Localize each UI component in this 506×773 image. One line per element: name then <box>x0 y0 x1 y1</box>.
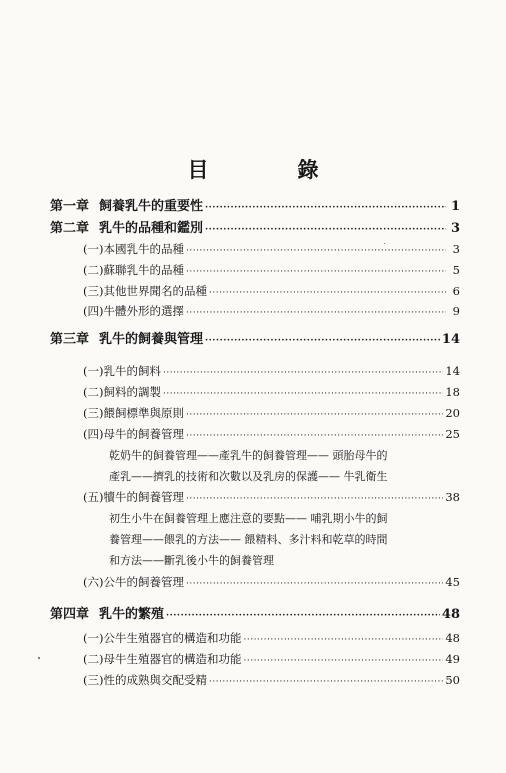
page-number: 48 <box>445 631 460 645</box>
toc-section <box>83 303 460 319</box>
dot-leader <box>186 267 446 277</box>
chapter-number: 第三章 <box>50 332 90 347</box>
toc-section <box>83 283 460 299</box>
dot-leader <box>243 635 443 645</box>
chapter-label <box>50 328 203 347</box>
page-number: 3 <box>452 242 460 256</box>
toc-section <box>83 651 460 667</box>
chapter-label <box>50 603 164 622</box>
section-title: (二)母牛生殖器官的構造和功能 <box>83 652 242 666</box>
page-number: 5 <box>452 263 460 277</box>
dot-leader <box>209 677 443 687</box>
chapter-title: 乳牛的繁殖 <box>99 607 165 622</box>
section-note: 初生小牛在飼養管理上應注意的要點—— 哺乳期小牛的飼 <box>109 512 388 525</box>
page-number: 14 <box>441 332 460 347</box>
dot-leader <box>166 611 440 621</box>
print-speck <box>384 243 385 244</box>
toc-section <box>83 630 460 646</box>
toc-section <box>83 405 460 421</box>
page-number: 45 <box>445 575 460 589</box>
toc-section <box>83 363 460 379</box>
dot-leader <box>209 288 446 298</box>
section-title: (二)飼料的調製 <box>83 385 161 399</box>
chapter-number: 第二章 <box>50 221 90 236</box>
toc-title: 目 錄 <box>187 157 353 182</box>
toc-chapter-4 <box>50 603 460 622</box>
chapter-number: 第四章 <box>50 607 90 622</box>
page-number: 14 <box>445 364 460 378</box>
toc-section <box>83 262 460 278</box>
section-title: (四)牛體外形的選擇 <box>83 304 184 318</box>
toc-section <box>83 384 460 400</box>
page-number: 48 <box>441 607 460 622</box>
section-title: (二)蘇聯乳牛的品種 <box>83 263 184 277</box>
page-number: 38 <box>445 490 460 504</box>
toc-section <box>83 426 460 442</box>
toc-section <box>83 672 460 688</box>
section-note: 產乳——擠乳的技術和次數以及乳房的保護—— 牛乳衛生 <box>109 470 388 483</box>
dot-leader <box>163 389 443 399</box>
toc-chapter-3 <box>50 328 460 347</box>
page-number: 50 <box>445 673 460 687</box>
chapter-title: 乳牛的飼養與管理 <box>99 332 204 347</box>
print-speck <box>38 657 40 659</box>
page-number: 1 <box>450 199 460 214</box>
section-title: (一)本國乳牛的品種 <box>83 242 184 256</box>
section-title: (一)公牛生殖器官的構造和功能 <box>83 631 242 645</box>
page-number: 18 <box>445 385 460 399</box>
toc-chapter-1 <box>50 195 460 214</box>
section-title: (一)乳牛的飼料 <box>83 364 161 378</box>
toc-chapter-2 <box>50 217 460 236</box>
section-title: (三)性的成熟與交配受精 <box>83 673 207 687</box>
section-title: (五)犢牛的飼養管理 <box>83 490 184 504</box>
page-number: 49 <box>445 652 460 666</box>
dot-leader <box>205 225 446 235</box>
dot-leader <box>186 431 443 441</box>
dot-leader <box>205 203 446 213</box>
page-number: 25 <box>445 427 460 441</box>
section-title: (三)餵飼標準與原則 <box>83 406 184 420</box>
toc-section <box>83 489 460 505</box>
dot-leader <box>186 308 446 318</box>
section-note: 和方法——斷乳後小牛的飼養管理 <box>109 554 274 567</box>
section-title: (三)其他世界聞名的品種 <box>83 284 207 298</box>
chapter-number: 第一章 <box>50 199 90 214</box>
dot-leader <box>186 579 443 589</box>
chapter-label <box>50 195 203 214</box>
dot-leader <box>163 368 443 378</box>
page-number: 9 <box>452 304 460 318</box>
page-number: 6 <box>452 284 460 298</box>
dot-leader <box>186 246 446 256</box>
toc-section <box>83 241 460 257</box>
section-title: (四)母牛的飼養管理 <box>83 427 184 441</box>
page-number: 3 <box>450 221 460 236</box>
dot-leader <box>186 410 443 420</box>
dot-leader <box>243 656 443 666</box>
section-title: (六)公牛的飼養管理 <box>83 575 184 589</box>
section-note: 養管理——餵乳的方法—— 餵精料、多汁料和乾草的時間 <box>109 533 388 546</box>
section-note: 乾奶牛的飼養管理——產乳牛的飼養管理—— 頭胎母牛的 <box>109 449 388 462</box>
toc-section <box>83 574 460 590</box>
chapter-title: 乳牛的品種和鑑別 <box>99 221 204 236</box>
dot-leader <box>205 336 440 346</box>
dot-leader <box>186 494 443 504</box>
chapter-title: 飼養乳牛的重要性 <box>99 199 204 214</box>
page-number: 20 <box>445 406 460 420</box>
chapter-label <box>50 217 203 236</box>
